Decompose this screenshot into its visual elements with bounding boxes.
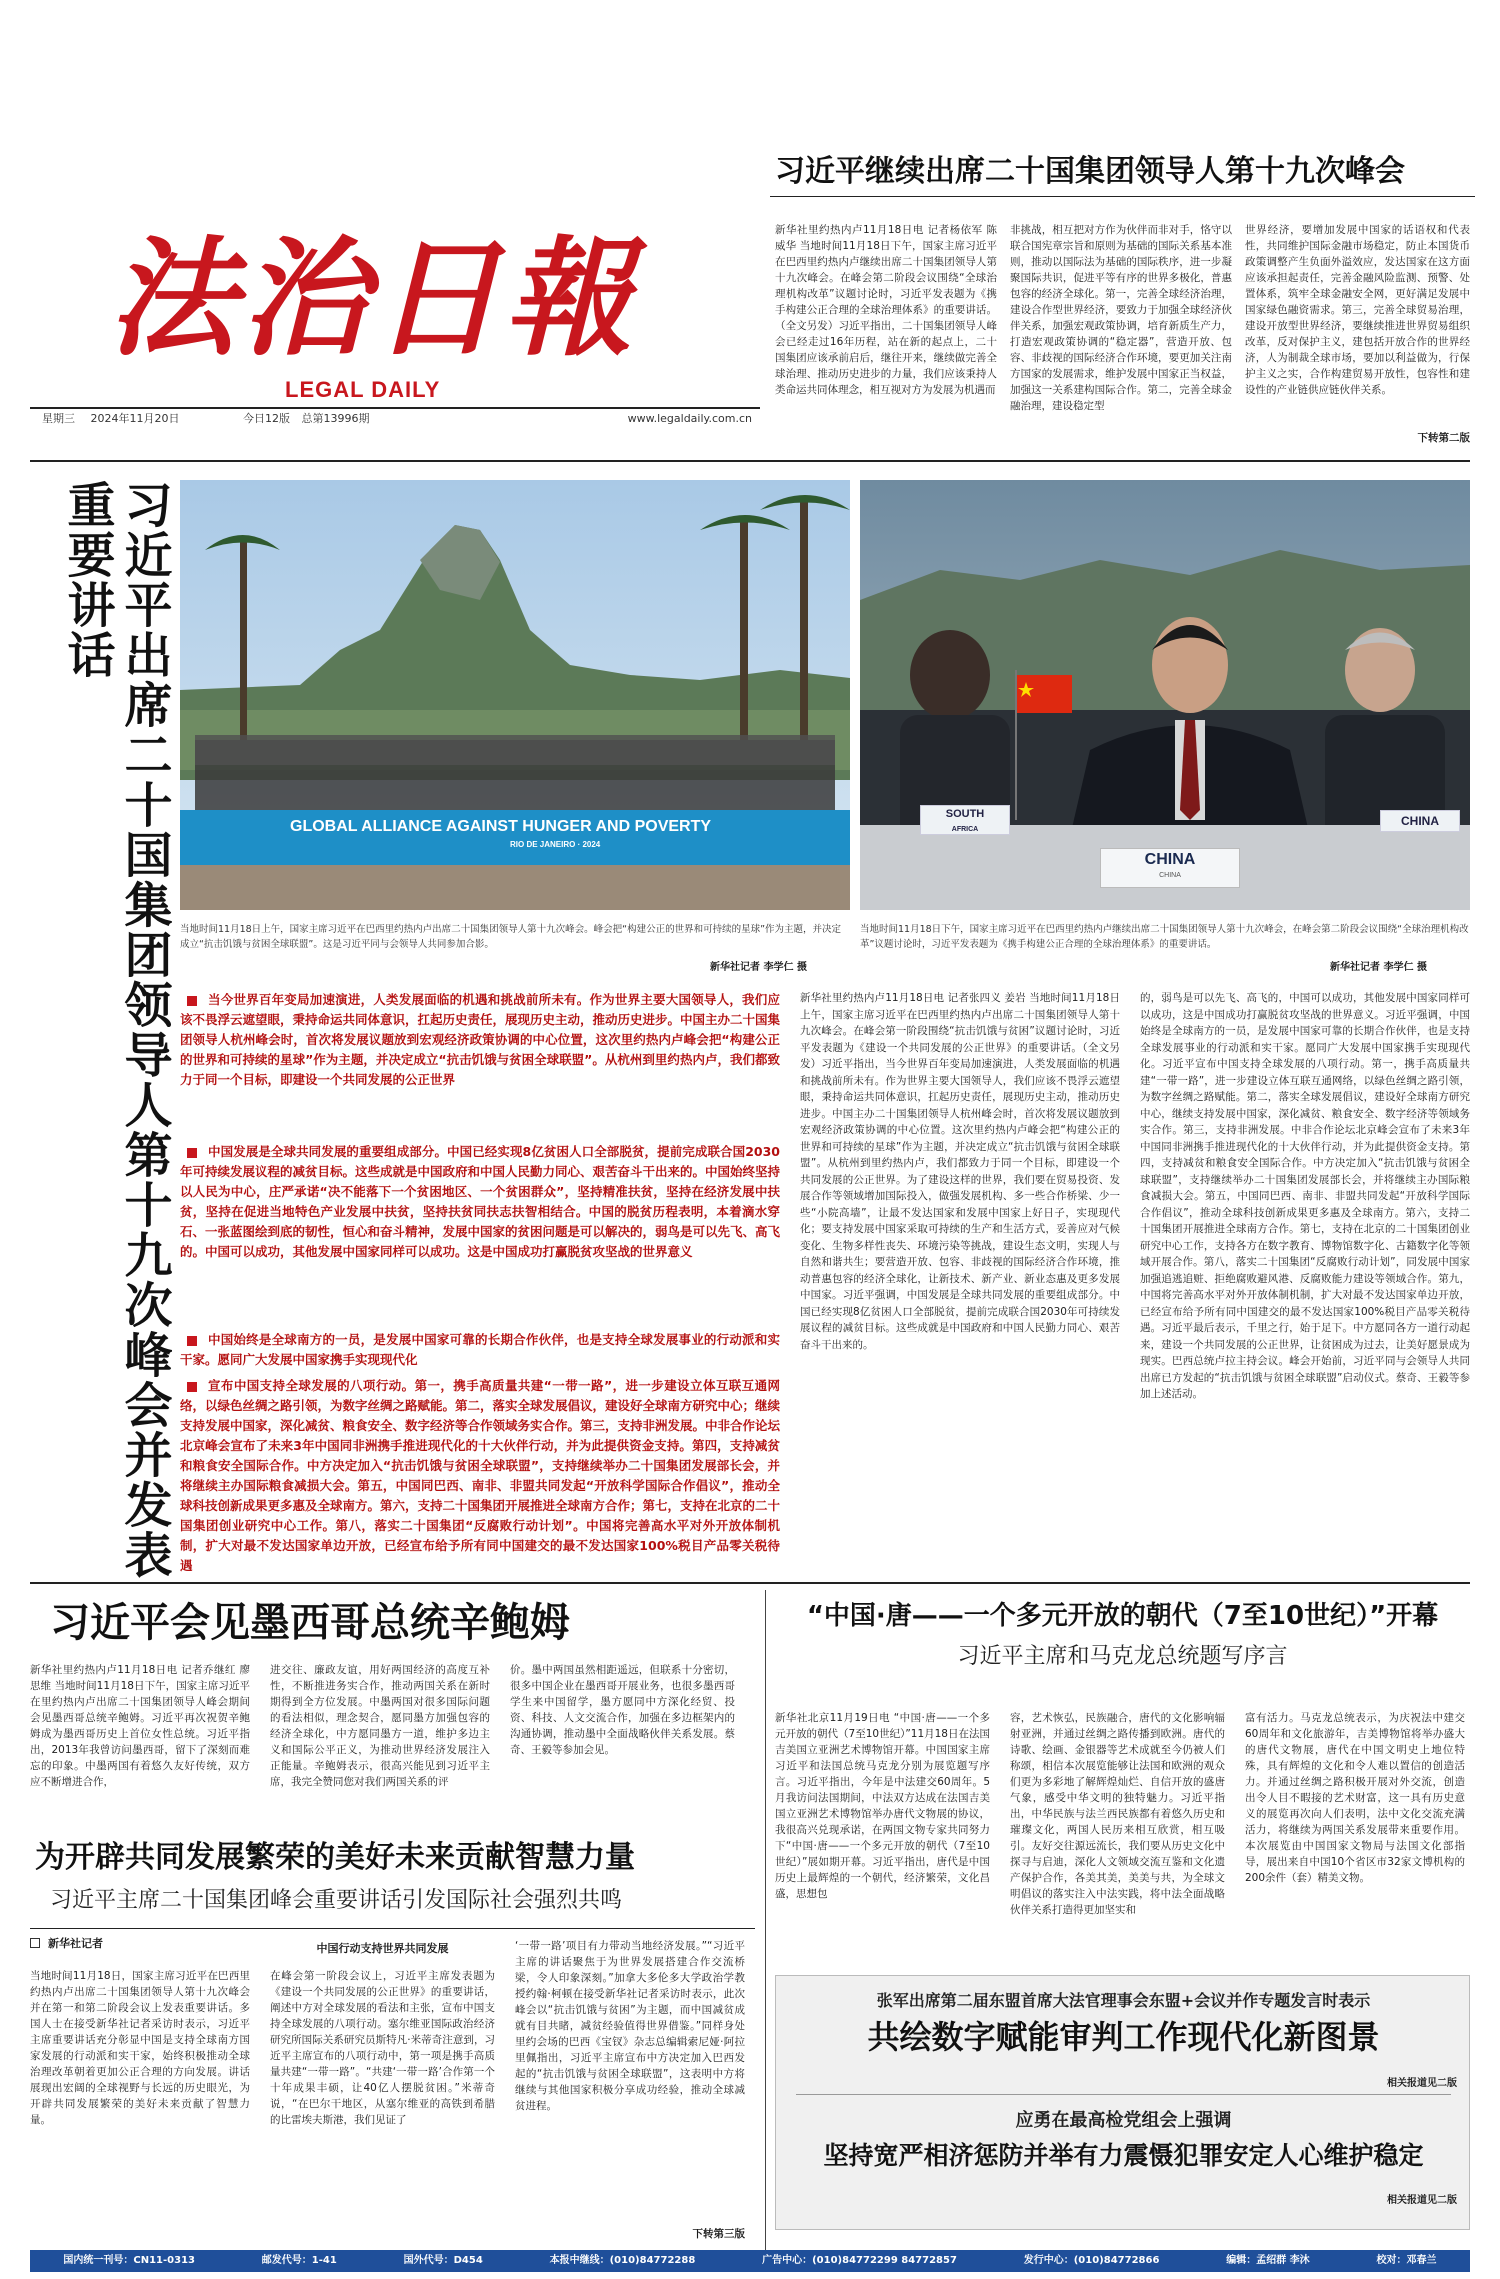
lead-col-1: 新华社里约热内卢11月18日电 记者杨依军 陈威华 当地时间11月18日下午，国家主席习近平在巴西里约热内卢继续出席二十国集团领导人第十九次峰会。在峰会第二阶段会议围绕“全球治理机构改革”议题讨论时，习近平发表题为《携手构建公正合理的全球治理体系》的重要讲话。（全文另发）习近平指出，二十国集团领导人峰会已经走过16年历程，站在新的起点上，二十国集团应该承前启后，继往开来，继续做完善全球治理、推动历史进步的力量，我们应该秉持人类命运共同体理念，相互视对方为发展为机遇而 — [775, 224, 997, 396]
footer-postal: 邮发代号：1-41 — [261, 2255, 337, 2266]
point-2: 中国发展是全球共同发展的重要组成部分。中国已经实现8亿贫困人口全部脱贫，提前完成联合国2030年可持续发展议程的减贫目标。这些成就是中国政府和中国人民勤力同心、艰苦奋斗干出来的。中国始终坚持以人民为中心，庄严承诺“决不能落下一个贫困地区、一个贫困群众”，坚持精准扶贫，坚持在经济发展中扶贫，坚持在促进当地特色产业发展中扶贫，坚持扶贫同扶志扶智相结合。中国的脱贫历程表明，本着滴水穿石、一张蓝图绘到底的韧性，恒心和奋斗精神，发展中国家的贫困问题是可以解决的，弱鸟是可以先飞、高飞的。中国可以成功，其他发展中国家同样可以成功。这是中国成功打赢脱贫攻坚战的世界意义 — [180, 1144, 780, 1259]
nameplate-china-sub: CHINA — [1159, 872, 1181, 879]
nameplate-south-africa — [920, 805, 1010, 835]
column-divider — [765, 1590, 766, 2250]
point-4: 宣布中国支持全球发展的八项行动。第一，携手高质量共建“一带一路”，进一步建设立体互联互通网络，以绿色丝绸之路引领，为数字丝绸之路赋能。第二，落实全球发展倡议，建设好全球南方研究中心；继续支持发展中国家，深化减贫、粮食安全、数字经济等合作领域务实合作。第三，支持非洲发展。中非合作论坛北京峰会宣布了未来3年中国同非洲携手推进现代化的十大伙伴行动，并为此提供资金支持。第四，支持减贫和粮食安全国际合作。中方决定加入“抗击饥饿与贫困全球联盟”，支持继续举办二十国集团发展部长会，并将继续主办国际粮食减损大会。第五，中国同巴西、南非、非盟共同发起“开放科学国际合作倡议”，推动全球科技创新成果更多惠及全球南方。第六，支持二十国集团开展推进全球南方合作；第七，支持在北京的二十国集团创业研究中心工作。第八，落实二十国集团“反腐败行动计划”。中国将完善高水平对外开放体制机制，扩大对最不发达国家单边开放，已经宣布给予所有同中国建交的最不发达国家100%税目产品零关税待遇 — [180, 1378, 780, 1573]
masthead-logo-text: 法治日報 — [108, 224, 637, 373]
masthead-url: www.legaldaily.com.cn — [627, 412, 752, 425]
mexico-col-1: 新华社里约热内卢11月18日电 记者乔继红 廖思维 当地时间11月18日下午，国家主席习近平在里约热内卢出席二十国集团领导人峰会期间会见墨西哥总统辛鲍姆。习近平再次祝贺辛鲍姆成为墨西哥历史上首位女性总统。习近平指出，2013年我曾访问墨西哥，留下了深刻而难忘的印象。中墨两国有着悠久友好传统，双方应不断增进合作， — [30, 1664, 250, 1788]
footer-bar — [30, 2250, 1470, 2272]
tang-col-3: 富有活力。马克龙总统表示，为庆祝法中建交60周年和文化旅游年，吉美博物馆将举办盛大的唐代文物展，唐代在中国文明史上地位特殊，具有辉煌的文化和令人难以置信的创造活力。并通过丝绸之路积极开展对外交流，创造出令人目不暇接的艺术财富，这一具有历史意义的展览再次向人们表明，法中文化交流充满活力，将继续为两国关系发展带来重要作用。本次展览由中国国家文物局与法国文化部指导，展出来自中国10个省区市32家文博机构的200余件（套）精美文物。 — [1245, 1712, 1465, 1884]
full-text-col-1: 新华社里约热内卢11月18日电 记者张四义 姜岩 当地时间11月18日上午，国家主席习近平在巴西里约热内卢出席二十国集团领导人第十九次峰会。在峰会第一阶段围绕“抗击饥饿与贫困”议题讨论时，习近平发表题为《建设一个共同发展的公正世界》的重要讲话。（全文另发）习近平指出，当今世界百年变局加速演进，人类发展面临的机遇和挑战前所未有。作为世界主要大国领导人，我们应该不畏浮云遮望眼，秉持命运共同体意识，扛起历史责任，展现历史主动，推动历史进步。中国主办二十国集团领导人杭州峰会时，首次将发展议题放到宏观经济政策协调的中心位置。这次里约热内卢峰会把“构建公正的世界和可持续的星球”作为主题，并决定成立“抗击饥饿与贫困全球联盟”。从杭州到里约热内卢，我们都致力于同一个目标，即建设一个共同发展的公正世界。为了建设这样的世界，我们要在贸易投资、发展合作等领域增加国际投入，做强发展机构、多一些合作桥梁、少一些“小院高墙”，让最不发达国家和发展中国家上好日子，实现现代化；要支持发展中国家采取可持续的生产和生活方式，妥善应对气候变化、生物多样性丧失、环境污染等挑战，建设生态文明，实现人与自然和谐共生；要营造开放、包容、非歧视的国际经济合作环境，推动普惠包容的经济全球化，让新技术、新产业、新业态惠及更多发展中国家。习近平强调，中国发展是全球共同发展的重要组成部分。中国已经实现8亿贫困人口全部脱贫，提前完成联合国2030年可持续发展议程的减贫目标。这些成就是中国政府和中国人民勤力同心、艰苦奋斗干出来的。 — [800, 992, 1120, 1351]
tang-subtitle: 习近平主席和马克龙总统题写序言 — [957, 1644, 1288, 1669]
masthead — [30, 185, 760, 430]
future-col-1: 当地时间11月18日，国家主席习近平在巴西里约热内卢出席二十国集团领导人第十九次峰会并在第一和第二阶段会议上发表重要讲话。多国人士在接受新华社记者采访时表示，习近平主席重要讲话充分彰显中国是支持全球南方国家发展的行动派和实干家，始终积极推动全球治理改革朝着更加公正合理的方向发展。讲话展现出宏阔的全球视野与长远的历史眼光，为开辟共同发展繁荣的美好未来贡献了智慧力量。 — [30, 1970, 250, 2126]
future-sub-head: 中国行动支持世界共同发展 — [316, 1942, 449, 1955]
footer-dist: 发行中心：(010)84772866 — [1023, 2255, 1160, 2266]
photo-speech-caption: 当地时间11月18日下午，国家主席习近平在巴西里约热内卢继续出席二十国集团领导人第十九次峰会，在峰会第二阶段会议围绕“全球治理机构改革”议题讨论时，习近平发表题为《携手构建公正合理的全球治理体系》的重要讲话。 — [860, 924, 1469, 950]
vertical-headline: 习近平出席二十国集团领导人第十九次峰会并发表重要讲话 — [59, 480, 172, 1580]
masthead-rule — [30, 407, 760, 409]
future-byline-box — [30, 1938, 40, 1948]
lead-title: 习近平继续出席二十国集团领导人第十九次峰会 — [775, 154, 1405, 189]
photo-group — [180, 480, 850, 910]
key-points — [180, 990, 780, 1575]
photo-group-caption: 当地时间11月18日上午，国家主席习近平在巴西里约热内卢出席二十国集团领导人第十九次峰会。峰会把“构建公正的世界和可持续的星球”作为主题，并决定成立“抗击饥饿与贫困全球联盟”。这是习近平同与会领导人共同参加合影。 — [180, 924, 842, 950]
nameplate-africa-label: AFRICA — [951, 826, 979, 833]
tang-title: “中国·唐——一个多元开放的朝代（7至10世纪）”开幕 — [806, 1601, 1439, 1631]
nameplate-south-label: SOUTH — [945, 808, 985, 820]
masthead-english: LEGAL DAILY — [285, 377, 441, 402]
masthead-logo — [108, 223, 668, 373]
footer-intl: 国外代号：D454 — [403, 2255, 483, 2266]
masthead-info — [42, 411, 752, 429]
future-title: 为开辟共同发展繁荣的美好未来贡献智慧力量 — [35, 1840, 635, 1875]
point-1: 当今世界百年变局加速演进，人类发展面临的机遇和挑战前所未有。作为世界主要大国领导人，我们应该不畏浮云遮望眼，秉持命运共同体意识，扛起历史责任，展现历史主动，推动历史进步。中国主办二十国集团领导人杭州峰会时，首次将发展议题放到宏观经济政策协调的中心位置，这次里约热内卢峰会把“构建公正的世界和可持续的星球”作为主题，并决定成立“抗击饥饿与贫困全球联盟”。从杭州到里约热内卢，我们都致力于同一个目标，即建设一个共同发展的公正世界 — [180, 992, 780, 1087]
photo-group-credit: 新华社记者 李学仁 摄 — [710, 962, 807, 973]
lead-rule — [770, 196, 1475, 197]
lead-col-3: 世界经济，要增加发展中国家的话语权和代表性，共同维护国际金融市场稳定，防止本国货币政策调整产生负面外溢效应，发达国家在这方面应该承担起责任，完善金融风险监测、预警、处置体系，筑牢全球金融安全网，更好满足发展中国家绿色融资需求。第三，完善全球贸易治理，建设开放型世界经济，要继续推进世界贸易组织改革，反对保护主义，建包括开放合作的世界经济，人为制裁全球市场，要加以利益做为，行保护主义之实，合作构建贸易开放性，包容性和建设性的产业链供应链伙伴关系。 — [1245, 224, 1470, 396]
masthead-issue: 总第13996期 — [301, 412, 370, 425]
nameplate-china-label: CHINA — [1144, 851, 1196, 868]
full-text-col-2: 的，弱鸟是可以先飞、高飞的，中国可以成功，其他发展中国家同样可以成功，这是中国成功打赢脱贫攻坚战的世界意义。习近平强调，中国始终是全球南方的一员，是发展中国家可靠的长期合作伙伴，也是支持全球发展事业的行动派和实干家。愿同广大发展中国家携手实现现代化。习近平宣布中国支持全球发展的八项行动。第一，携手高质量共建“一带一路”，进一步建设立体互联互通网络，以绿色丝绸之路引领，为数字丝绸之路赋能。第二，落实全球发展倡议，建设好全球南方研究中心，继续支持发展中国家，深化减贫、粮食安全、数字经济等领域务实合作。第三，支持非洲发展。中非合作论坛北京峰会宣布了未来3年中国同非洲携手推进现代化的十大伙伴行动，并为此提供资金支持。第四，支持减贫和粮食安全国际合作。中方决定加入“抗击饥饿与贫困全球联盟”，支持继续举办二十国集团发展部长会，并将继续主办国际粮食减损大会。第五，中国同巴西、南非、非盟共同发起“开放科学国际合作倡议”，推动全球科技创新成果更多惠及全球南方。第六，支持二十国集团开展推进全球南方合作。第七，支持在北京的二十国集团创业研究中心工作，支持各方在数字教育、博物馆数字化、古籍数字化等领域开展合作。第八，落实二十国集团“反腐败行动计划”，同发展中国家加强追逃追赃、拒绝腐败避风港、反腐败能力建设等领域合作。第九，中国将完善高水平对外开放体制机制，扩大对最不发达国家单边开放，已经宣布给予所有同中国建交的最不发达国家100%税目产品零关税待遇。习近平最后表示，千里之行，始于足下。中方愿同各方一道行动起来，建设一个共同发展的公正世界，让贫困成为过去，让美好愿景成为现实。巴西总统卢拉主持会议。峰会开始前，习近平同与会领导人共同出席已方发起的“抗击饥饿与贫困全球联盟”启动仪式。蔡奇、王毅等参加上述活动。 — [1140, 992, 1470, 1400]
photo-group-banner-sub: RIO DE JANEIRO · 2024 — [510, 840, 601, 849]
nameplate-china — [1100, 848, 1240, 888]
mexico-title: 习近平会见墨西哥总统辛鲍姆 — [50, 1600, 570, 1646]
section-rule-mid — [30, 1582, 1470, 1584]
lead-col-2: 非挑战，相互把对方作为伙伴而非对手，恪守以联合国宪章宗旨和原则为基础的国际关系基本准则，推动以国际法为基础的国际秩序，进一步凝聚国际共识，促进平等有序的世界多极化，普惠包容的经济全球化。第一，完善全球经济治理，建设合作型世界经济，要致力于加强全球经济伙伴关系，加强宏观政策协调，培育新质生产力，打造宏观政策协调的“稳定器”，营造开放、包容、非歧视的国际经济合作环境，要更加关注南方国家的发展需求，维护发展中国家正当权益，加强这一关系建构国际合作。第二，完善全球金融治理，建设稳定型 — [1010, 224, 1232, 412]
lead-article — [770, 150, 1475, 450]
masthead-pages: 今日12版 — [243, 412, 290, 425]
procuratorate-title: 坚持宽严相济惩防并举有力震慑犯罪安定人心维护稳定 — [823, 2141, 1424, 2170]
court-rule — [796, 2094, 1451, 2095]
footer-editor: 编辑：孟绍群 李沐 — [1226, 2255, 1310, 2266]
procuratorate-note: 相关报道见二版 — [1387, 2195, 1457, 2206]
footer-ad: 广告中心：(010)84772299 84772857 — [762, 2255, 957, 2266]
court-box — [775, 1975, 1470, 2230]
footer-cn: 国内统一刊号：CN11-0313 — [63, 2255, 195, 2266]
future-continue: 下转第三版 — [692, 2228, 745, 2240]
photo-speech-image — [860, 480, 1470, 910]
tang-article — [775, 1590, 1470, 1955]
footer-hotline: 本报中继线：(010)84772288 — [549, 2255, 696, 2266]
future-col-2: 在峰会第一阶段会议上，习近平主席发表题为《建设一个共同发展的公正世界》的重要讲话，阐述中方对全球发展的看法和主张，宣布中国支持全球发展的八项行动。塞尔维亚国际政治经济研究所国际关系研究员斯特凡·米蒂奇注意到，习近平主席宣布的八项行动中，第一项是携手高质量共建“一带一路”。“共建‘一带一路’合作第一个十年成果丰硕，让40亿人摆脱贫困。”米蒂奇说，“在巴尔干地区，从塞尔维亚的高铁到希腊的比雷埃夫斯港，我们见证了 — [270, 1970, 495, 2126]
future-byline: 新华社记者 — [48, 1937, 103, 1950]
procuratorate-kicker: 应勇在最高检党组会上强调 — [1015, 2110, 1232, 2131]
lead-continue: 下转第二版 — [1417, 432, 1470, 444]
photo-speech — [860, 480, 1470, 910]
court-title: 共绘数字赋能审判工作现代化新图景 — [867, 2018, 1380, 2056]
court-note: 相关报道见二版 — [1387, 2078, 1457, 2089]
tang-col-1: 新华社北京11月19日电 “中国·唐——一个多元开放的朝代（7至10世纪）”11月18日在法国吉美国立亚洲艺术博物馆开幕。中国国家主席习近平和法国总统马克龙分别为展览题写序言。习近平指出，今年是中法建交60周年。5月我访问法国期间，中法双方达成在法国吉美国立亚洲艺术博物馆举办唐代文物展的协议，我很高兴兑现承诺，在两国文物专家共同努力下“中国·唐——一个多元开放的朝代（7至10世纪）”展如期开幕。习近平指出，唐代是中国历史上最辉煌的一个朝代，经济繁荣，文化昌盛，思想包 — [775, 1712, 990, 1900]
tang-col-2: 容，艺术恢弘，民族融合，唐代的文化影响辐射亚洲，并通过丝绸之路传播到欧洲。唐代的诗歌、绘画、金银器等艺术成就至今仍被人们称颂，相信本次展览能够让法国和欧洲的观众们更为多彩地了解辉煌灿烂、自信开放的盛唐气象，感受中华文明的独特魅力。习近平指出，中华民族与法兰西民族都有着悠久历史和璀璨文化，两国人民历来相互欣赏，相互吸引。友好交往源远流长，我们要从历史文化中探寻与启迪，深化人文领域交流互鉴和文化遗产保护合作，各美其美，美美与共，为全球文明倡议的落实注入中法实践，将中法全面战略伙伴关系打造得更加坚实和 — [1010, 1712, 1225, 1916]
photo-group-banner: GLOBAL ALLIANCE AGAINST HUNGER AND POVERTY — [290, 818, 712, 835]
point-3: 中国始终是全球南方的一员，是发展中国家可靠的长期合作伙伴，也是支持全球发展事业的行动派和实干家。愿同广大发展中国家携手实现现代化 — [180, 1332, 780, 1367]
mexico-article — [30, 1590, 755, 1825]
future-rule — [30, 1928, 755, 1929]
future-subtitle: 习近平主席二十国集团峰会重要讲话引发国际社会强烈共鸣 — [50, 1888, 623, 1913]
nameplate-china-right: CHINA — [1380, 810, 1460, 832]
court-kicker: 张军出席第二届东盟首席大法官理事会东盟+会议并作专题发言时表示 — [876, 1991, 1371, 2010]
future-article — [30, 1838, 755, 2248]
masthead-weekday: 星期三 — [42, 412, 75, 425]
section-rule-top — [30, 460, 1470, 462]
mexico-col-3: 价。墨中两国虽然相距遥远，但联系十分密切，很多中国企业在墨西哥开展业务，也很多墨西哥学生来中国留学，墨方愿同中方深化经贸、投资、科技、人文交流合作，加强在多边框架内的沟通协调，推动墨中全面战略伙伴关系发展。蔡奇、王毅等参加会见。 — [510, 1664, 735, 1756]
photo-speech-credit: 新华社记者 李学仁 摄 — [1330, 962, 1427, 973]
future-col-3: ‘一带一路’项目有力带动当地经济发展。”“习近平主席的讲话聚焦于为世界发展搭建合作交流桥梁，令人印象深刻。”加拿大多伦多大学政治学教授约翰·柯顿在接受新华社记者采访时表示，此次峰会以“抗击饥饿与贫困”为主题，而中国减贫成就有目共睹，减贫经验值得世界借鉴。”同样身处里约会场的巴西《宝钗》杂志总编辑索尼娅·阿拉里佩指出，习近平主席宣布中方决定加入巴西发起的“抗击饥饿与贫困全球联盟”，这表明中方将继续与其他国家积极分享成功经验，推动全球减贫进程。 — [515, 1940, 745, 2112]
masthead-date: 2024年11月20日 — [90, 412, 180, 425]
mexico-col-2: 进交往、廉政友谊，用好两国经济的高度互补性，不断推进务实合作，推动两国关系在新时期得到全方位发展。中墨两国对很多国际问题的看法相似，理念契合，愿同墨方加强包容的经济全球化，中方愿同墨方一道，维护多边主义和国际公平正义，为推动世界经济发展注入正能量。辛鲍姆表示，很高兴能见到习近平主席，我完全赞同您对我们两国关系的评 — [270, 1664, 490, 1788]
footer-proof: 校对：邓春兰 — [1376, 2255, 1437, 2266]
